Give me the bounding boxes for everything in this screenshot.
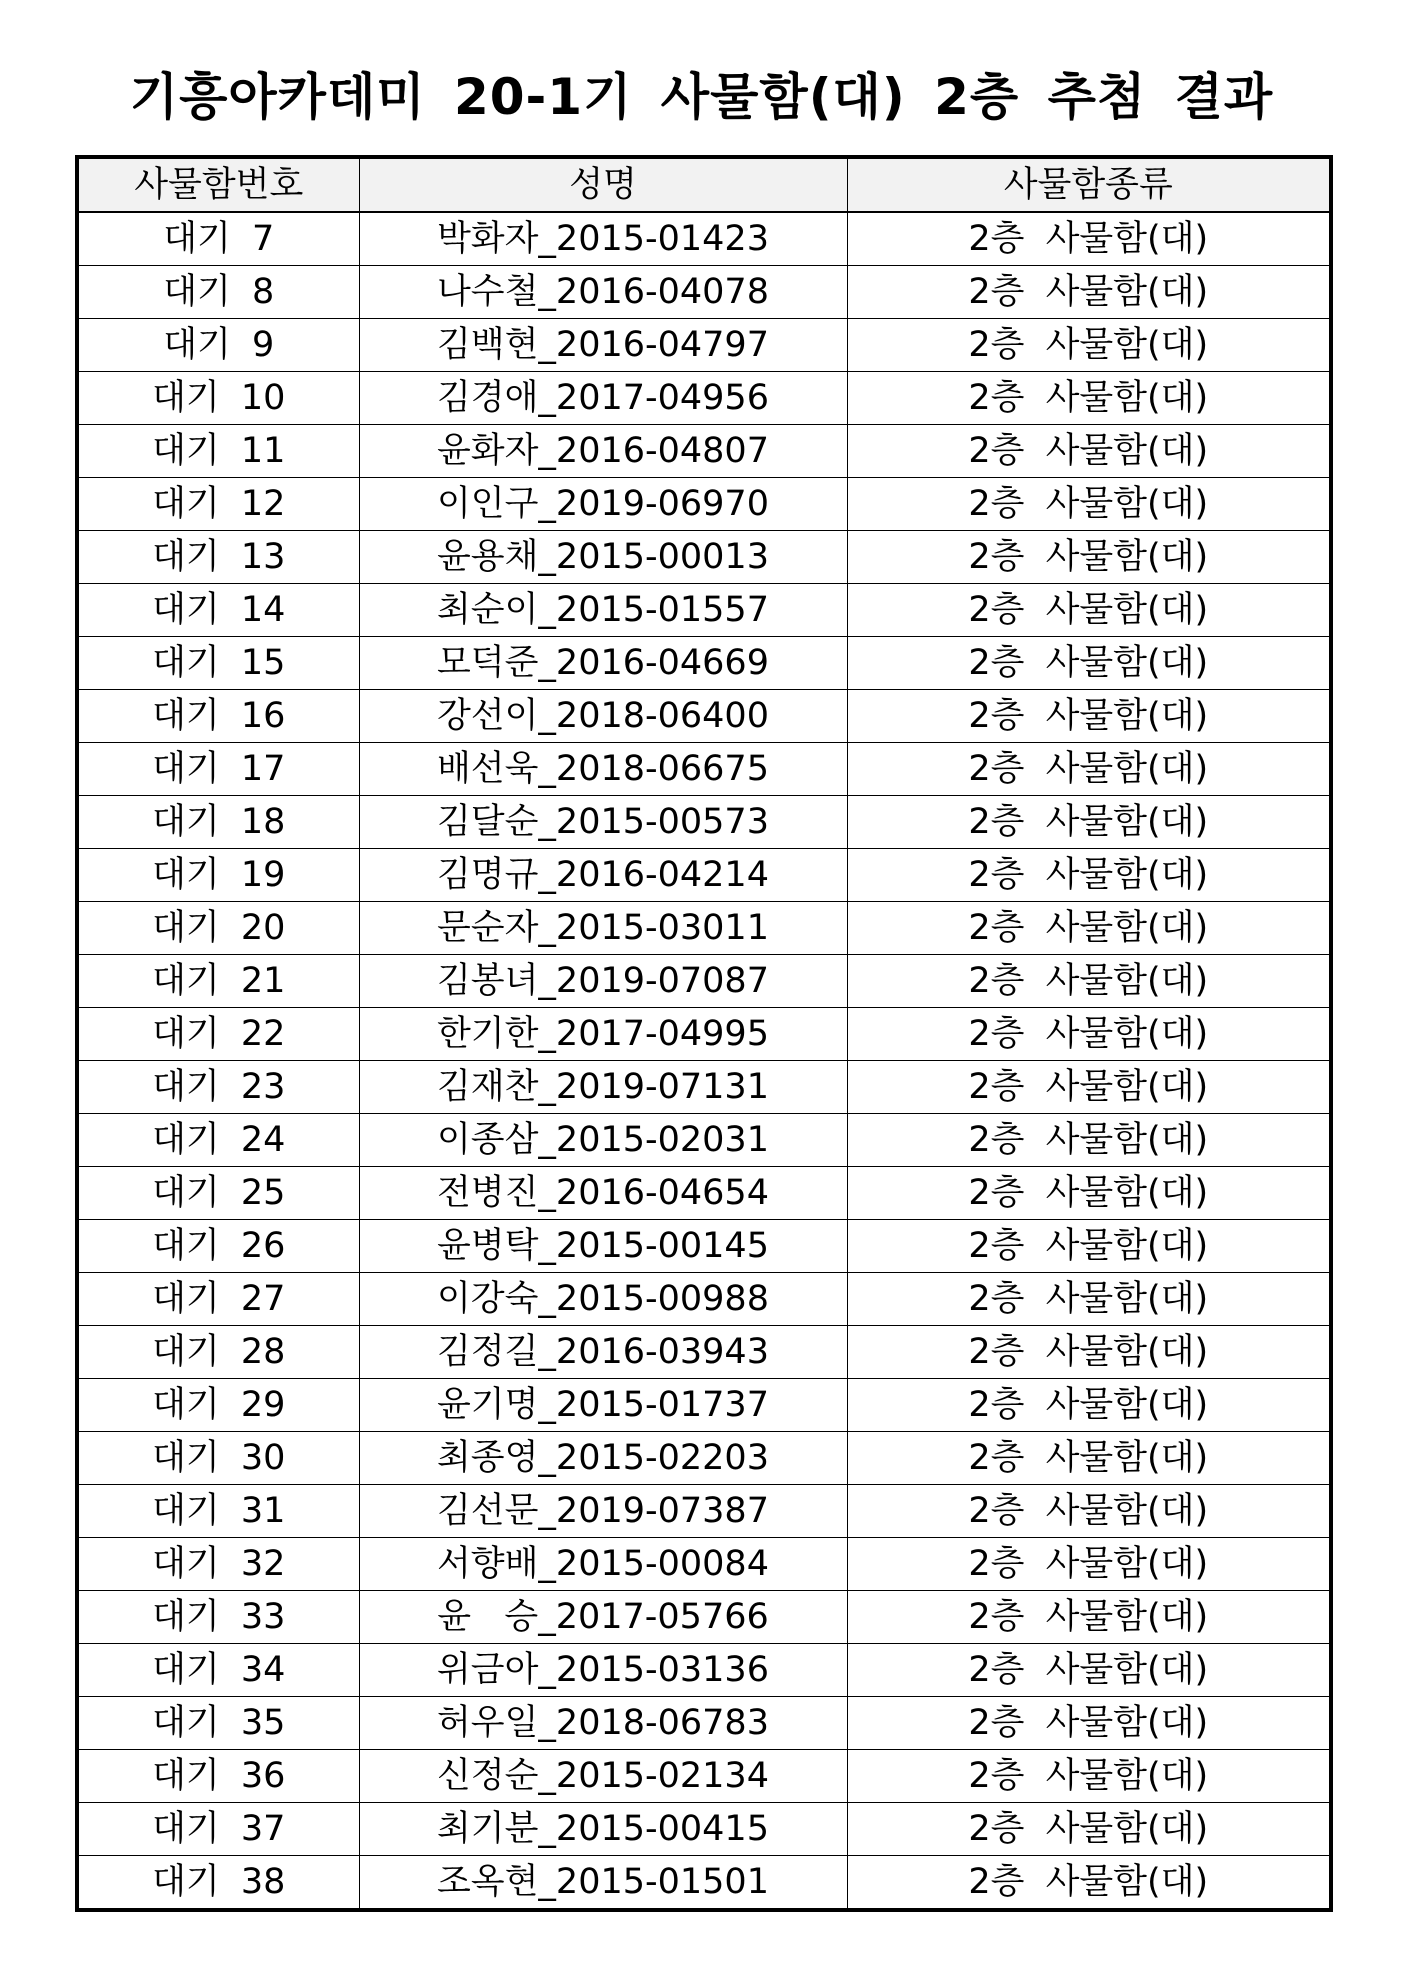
- table-row: [77, 690, 1331, 743]
- table-row: [77, 743, 1331, 796]
- name-cell: 모덕준_2016-04669: [359, 637, 847, 690]
- locker-number-cell: 대기 27: [77, 1273, 359, 1326]
- locker-type-cell: 2층 사물함(대): [847, 1644, 1331, 1697]
- name-cell: 김달순_2015-00573: [359, 796, 847, 849]
- locker-number-cell: 대기 15: [77, 637, 359, 690]
- locker-type-cell: 2층 사물함(대): [847, 1061, 1331, 1114]
- locker-type-cell: 2층 사물함(대): [847, 584, 1331, 637]
- locker-type-cell: 2층 사물함(대): [847, 1326, 1331, 1379]
- name-cell: 윤용채_2015-00013: [359, 531, 847, 584]
- page-title: 기흥아카데미 20-1기 사물함(대) 2층 추첨 결과: [129, 68, 1274, 126]
- locker-number-cell: 대기 18: [77, 796, 359, 849]
- table-row: [77, 902, 1331, 955]
- locker-number-cell: 대기 24: [77, 1114, 359, 1167]
- table-row: [77, 212, 1331, 266]
- table-row: [77, 425, 1331, 478]
- locker-number-cell: 대기 13: [77, 531, 359, 584]
- table-row: [77, 1167, 1331, 1220]
- locker-type-cell: 2층 사물함(대): [847, 637, 1331, 690]
- table-row: [77, 1220, 1331, 1273]
- table-row: [77, 1750, 1331, 1803]
- locker-number-cell: 대기 16: [77, 690, 359, 743]
- result-table: [75, 155, 1333, 1912]
- locker-type-cell: 2층 사물함(대): [847, 1114, 1331, 1167]
- table-row: [77, 372, 1331, 425]
- locker-type-cell: 2층 사물함(대): [847, 1008, 1331, 1061]
- locker-number-cell: 대기 11: [77, 425, 359, 478]
- name-cell: 조옥현_2015-01501: [359, 1856, 847, 1911]
- table-row: [77, 1432, 1331, 1485]
- locker-number-cell: 대기 34: [77, 1644, 359, 1697]
- name-cell: 김봉녀_2019-07087: [359, 955, 847, 1008]
- locker-number-cell: 대기 35: [77, 1697, 359, 1750]
- table-row: [77, 637, 1331, 690]
- locker-type-cell: 2층 사물함(대): [847, 319, 1331, 372]
- locker-type-cell: 2층 사물함(대): [847, 1273, 1331, 1326]
- locker-type-cell: 2층 사물함(대): [847, 849, 1331, 902]
- locker-type-cell: 2층 사물함(대): [847, 955, 1331, 1008]
- locker-type-cell: 2층 사물함(대): [847, 1750, 1331, 1803]
- locker-type-cell: 2층 사물함(대): [847, 372, 1331, 425]
- table-row: [77, 1061, 1331, 1114]
- locker-number-cell: 대기 26: [77, 1220, 359, 1273]
- name-cell: 이인구_2019-06970: [359, 478, 847, 531]
- locker-type-cell: 2층 사물함(대): [847, 1220, 1331, 1273]
- table-row: [77, 1485, 1331, 1538]
- name-cell: 김재찬_2019-07131: [359, 1061, 847, 1114]
- locker-number-cell: 대기 7: [77, 212, 359, 266]
- locker-type-cell: 2층 사물함(대): [847, 1485, 1331, 1538]
- name-cell: 한기한_2017-04995: [359, 1008, 847, 1061]
- name-cell: 허우일_2018-06783: [359, 1697, 847, 1750]
- locker-type-cell: 2층 사물함(대): [847, 743, 1331, 796]
- table-row: [77, 955, 1331, 1008]
- locker-type-cell: 2층 사물함(대): [847, 1432, 1331, 1485]
- locker-number-cell: 대기 25: [77, 1167, 359, 1220]
- locker-number-cell: 대기 19: [77, 849, 359, 902]
- name-cell: 강선이_2018-06400: [359, 690, 847, 743]
- table-row: [77, 1538, 1331, 1591]
- locker-number-cell: 대기 36: [77, 1750, 359, 1803]
- locker-type-cell: 2층 사물함(대): [847, 690, 1331, 743]
- name-cell: 나수철_2016-04078: [359, 266, 847, 319]
- table-row: [77, 849, 1331, 902]
- header-locker-type: 사물함종류: [847, 157, 1331, 212]
- locker-number-cell: 대기 9: [77, 319, 359, 372]
- name-cell: 문순자_2015-03011: [359, 902, 847, 955]
- locker-number-cell: 대기 14: [77, 584, 359, 637]
- locker-number-cell: 대기 38: [77, 1856, 359, 1911]
- header-locker-number: 사물함번호: [77, 157, 359, 212]
- header-row: [77, 157, 1331, 212]
- name-cell: 위금아_2015-03136: [359, 1644, 847, 1697]
- table-row: [77, 584, 1331, 637]
- locker-type-cell: 2층 사물함(대): [847, 902, 1331, 955]
- locker-type-cell: 2층 사물함(대): [847, 1379, 1331, 1432]
- locker-type-cell: 2층 사물함(대): [847, 531, 1331, 584]
- locker-type-cell: 2층 사물함(대): [847, 796, 1331, 849]
- table-row: [77, 1856, 1331, 1911]
- locker-number-cell: 대기 8: [77, 266, 359, 319]
- locker-number-cell: 대기 37: [77, 1803, 359, 1856]
- locker-number-cell: 대기 28: [77, 1326, 359, 1379]
- table-row: [77, 478, 1331, 531]
- name-cell: 윤화자_2016-04807: [359, 425, 847, 478]
- locker-type-cell: 2층 사물함(대): [847, 425, 1331, 478]
- name-cell: 윤병탁_2015-00145: [359, 1220, 847, 1273]
- locker-type-cell: 2층 사물함(대): [847, 1856, 1331, 1911]
- name-cell: 최종영_2015-02203: [359, 1432, 847, 1485]
- table-row: [77, 319, 1331, 372]
- locker-number-cell: 대기 29: [77, 1379, 359, 1432]
- locker-type-cell: 2층 사물함(대): [847, 1697, 1331, 1750]
- name-cell: 최기분_2015-00415: [359, 1803, 847, 1856]
- name-cell: 윤기명_2015-01737: [359, 1379, 847, 1432]
- locker-number-cell: 대기 17: [77, 743, 359, 796]
- table-row: [77, 1114, 1331, 1167]
- locker-type-cell: 2층 사물함(대): [847, 1803, 1331, 1856]
- locker-number-cell: 대기 33: [77, 1591, 359, 1644]
- locker-number-cell: 대기 20: [77, 902, 359, 955]
- locker-number-cell: 대기 32: [77, 1538, 359, 1591]
- name-cell: 이강숙_2015-00988: [359, 1273, 847, 1326]
- locker-type-cell: 2층 사물함(대): [847, 212, 1331, 266]
- name-cell: 이종삼_2015-02031: [359, 1114, 847, 1167]
- name-cell: 김정길_2016-03943: [359, 1326, 847, 1379]
- table-row: [77, 1803, 1331, 1856]
- locker-number-cell: 대기 31: [77, 1485, 359, 1538]
- name-cell: 김백현_2016-04797: [359, 319, 847, 372]
- table-header: [77, 157, 1331, 212]
- locker-number-cell: 대기 30: [77, 1432, 359, 1485]
- name-cell: 배선욱_2018-06675: [359, 743, 847, 796]
- table-row: [77, 531, 1331, 584]
- table-row: [77, 1379, 1331, 1432]
- table-row: [77, 1644, 1331, 1697]
- locker-number-cell: 대기 10: [77, 372, 359, 425]
- table-row: [77, 1697, 1331, 1750]
- table-row: [77, 1326, 1331, 1379]
- table-row: [77, 1273, 1331, 1326]
- locker-number-cell: 대기 21: [77, 955, 359, 1008]
- table-row: [77, 266, 1331, 319]
- name-cell: 김경애_2017-04956: [359, 372, 847, 425]
- locker-number-cell: 대기 23: [77, 1061, 359, 1114]
- locker-type-cell: 2층 사물함(대): [847, 478, 1331, 531]
- name-cell: 서향배_2015-00084: [359, 1538, 847, 1591]
- table-row: [77, 796, 1331, 849]
- locker-type-cell: 2층 사물함(대): [847, 266, 1331, 319]
- name-cell: 윤 승_2017-05766: [359, 1591, 847, 1644]
- name-cell: 김선문_2019-07387: [359, 1485, 847, 1538]
- table-row: [77, 1591, 1331, 1644]
- locker-type-cell: 2층 사물함(대): [847, 1167, 1331, 1220]
- locker-number-cell: 대기 12: [77, 478, 359, 531]
- table-body: [77, 212, 1331, 1910]
- locker-type-cell: 2층 사물함(대): [847, 1538, 1331, 1591]
- name-cell: 신정순_2015-02134: [359, 1750, 847, 1803]
- name-cell: 김명규_2016-04214: [359, 849, 847, 902]
- locker-number-cell: 대기 22: [77, 1008, 359, 1061]
- locker-type-cell: 2층 사물함(대): [847, 1591, 1331, 1644]
- name-cell: 전병진_2016-04654: [359, 1167, 847, 1220]
- name-cell: 최순이_2015-01557: [359, 584, 847, 637]
- table-row: [77, 1008, 1331, 1061]
- header-name: 성명: [359, 157, 847, 212]
- name-cell: 박화자_2015-01423: [359, 212, 847, 266]
